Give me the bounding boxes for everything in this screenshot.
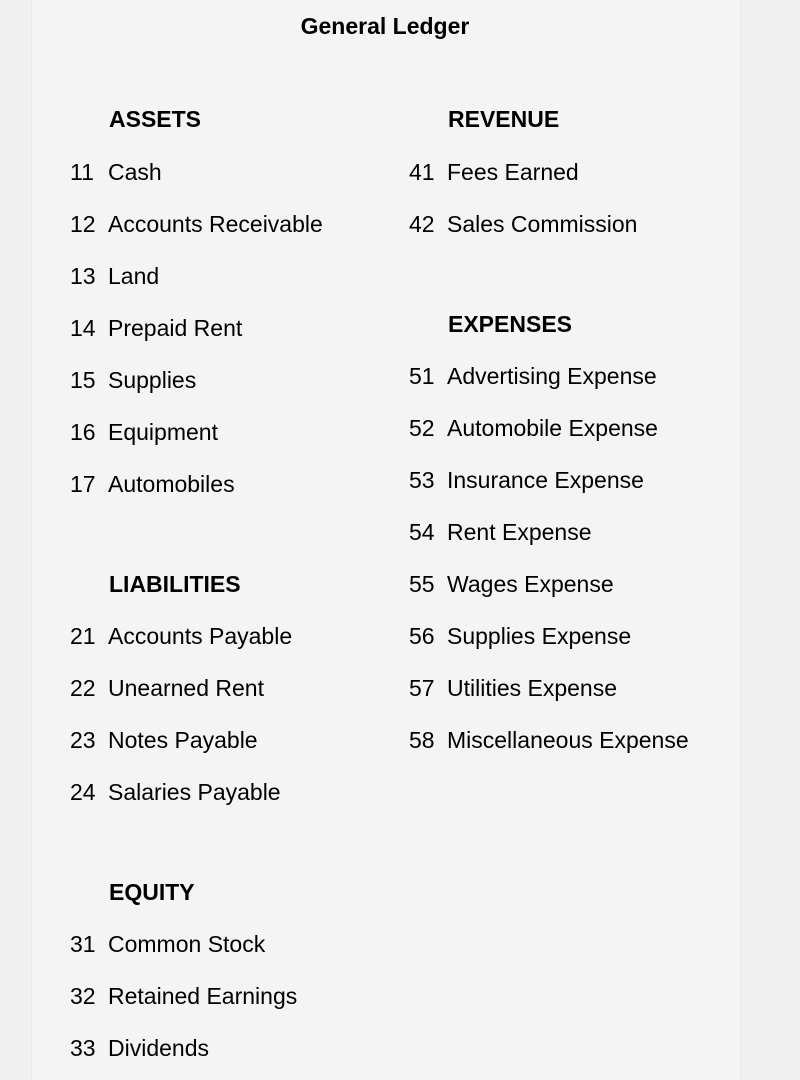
account-name: Notes Payable	[108, 727, 258, 753]
account-number: 56	[409, 623, 435, 649]
account-name: Dividends	[108, 1035, 209, 1061]
account-number: 55	[409, 571, 435, 597]
account-number: 21	[70, 623, 96, 649]
account-name: Insurance Expense	[447, 467, 644, 493]
account-number: 53	[409, 467, 435, 493]
account-name: Accounts Payable	[108, 623, 293, 649]
account-name: Cash	[108, 159, 162, 185]
account-number: 24	[70, 779, 96, 805]
assets-heading: ASSETS	[109, 106, 202, 132]
account-number: 33	[70, 1035, 96, 1061]
account-number: 42	[409, 211, 435, 237]
account-number: 51	[409, 363, 435, 389]
account-number: 32	[70, 983, 96, 1009]
expenses-heading: EXPENSES	[448, 311, 572, 337]
account-name: Automobiles	[108, 471, 235, 497]
account-number: 58	[409, 727, 435, 753]
account-number: 12	[70, 211, 96, 237]
account-number: 23	[70, 727, 96, 753]
account-number: 54	[409, 519, 435, 545]
account-number: 41	[409, 159, 435, 185]
account-name: Advertising Expense	[447, 363, 657, 389]
account-name: Common Stock	[108, 931, 266, 957]
equity-heading: EQUITY	[109, 879, 195, 905]
page-title: General Ledger	[300, 13, 470, 39]
account-number: 13	[70, 263, 96, 289]
account-name: Accounts Receivable	[108, 211, 323, 237]
account-name: Equipment	[108, 419, 218, 445]
account-name: Retained Earnings	[108, 983, 298, 1009]
account-name: Land	[108, 263, 160, 289]
account-name: Supplies Expense	[447, 623, 632, 649]
account-name: Unearned Rent	[108, 675, 264, 701]
account-name: Fees Earned	[447, 159, 579, 185]
account-name: Prepaid Rent	[108, 315, 243, 341]
account-name: Miscellaneous Expense	[447, 727, 689, 753]
account-name: Salaries Payable	[108, 779, 281, 805]
account-number: 15	[70, 367, 96, 393]
account-number: 57	[409, 675, 435, 701]
liabilities-heading: LIABILITIES	[109, 571, 241, 597]
account-name: Supplies	[108, 367, 197, 393]
account-number: 52	[409, 415, 435, 441]
account-name: Wages Expense	[447, 571, 614, 597]
account-number: 14	[70, 315, 96, 341]
account-number: 31	[70, 931, 96, 957]
account-name: Sales Commission	[447, 211, 638, 237]
revenue-heading: REVENUE	[448, 106, 560, 132]
account-name: Rent Expense	[447, 519, 592, 545]
account-number: 17	[70, 471, 96, 497]
account-number: 11	[70, 159, 94, 185]
account-number: 16	[70, 419, 96, 445]
account-name: Automobile Expense	[447, 415, 658, 441]
account-number: 22	[70, 675, 96, 701]
account-name: Utilities Expense	[447, 675, 618, 701]
